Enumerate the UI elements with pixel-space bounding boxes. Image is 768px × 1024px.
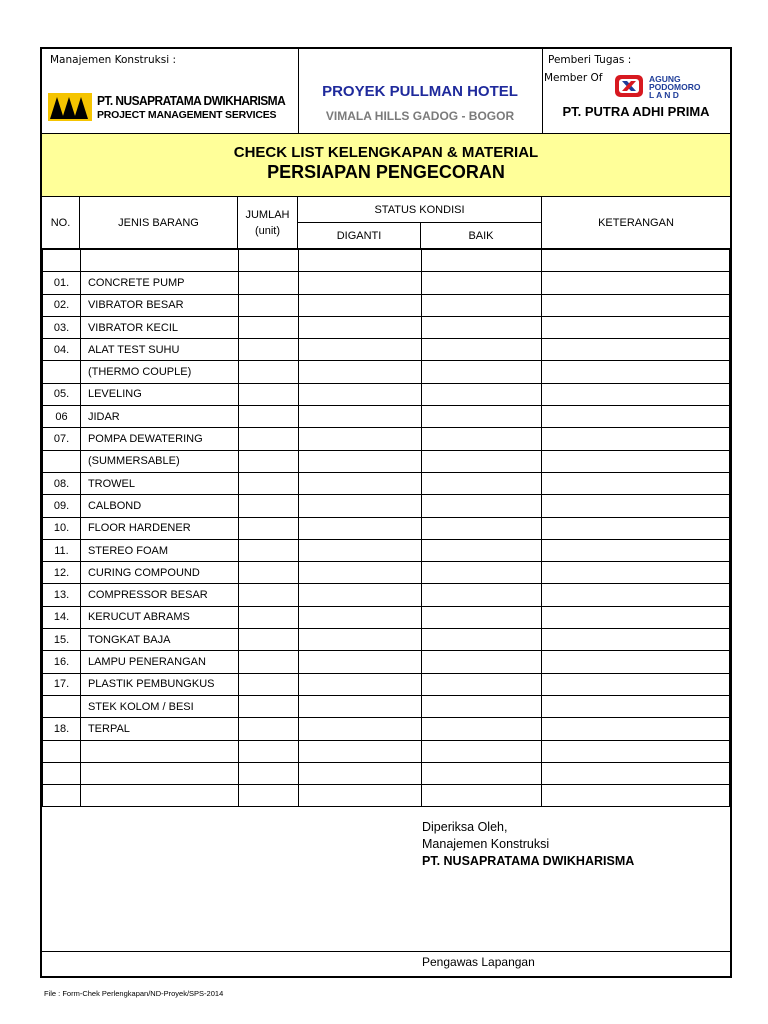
row-number: 14. bbox=[43, 606, 81, 628]
row-item: (SUMMERSABLE) bbox=[80, 450, 238, 472]
row-item bbox=[80, 785, 238, 807]
row-jumlah-cell[interactable] bbox=[238, 517, 298, 539]
row-jumlah-cell[interactable] bbox=[238, 450, 298, 472]
row-jumlah-cell[interactable] bbox=[238, 383, 298, 405]
col-jenis: JENIS BARANG bbox=[80, 197, 238, 248]
row-item: POMPA DEWATERING bbox=[80, 428, 238, 450]
table-row bbox=[43, 294, 730, 316]
row-baik-cell[interactable] bbox=[421, 651, 542, 673]
table-row bbox=[43, 740, 730, 762]
table-row bbox=[43, 762, 730, 784]
table-row bbox=[43, 517, 730, 539]
row-baik-cell[interactable] bbox=[421, 450, 542, 472]
row-jumlah-cell[interactable] bbox=[238, 428, 298, 450]
row-number: 16. bbox=[43, 651, 81, 673]
row-keterangan-cell[interactable] bbox=[542, 517, 730, 539]
signature-block bbox=[422, 819, 634, 870]
row-number: 09. bbox=[43, 495, 81, 517]
row-item: COMPRESSOR BESAR bbox=[80, 584, 238, 606]
table-row bbox=[43, 785, 730, 807]
logo-line-1: AGUNG bbox=[649, 74, 681, 84]
row-diganti-cell[interactable] bbox=[298, 562, 421, 584]
row-item: CURING COMPOUND bbox=[80, 562, 238, 584]
row-number bbox=[43, 450, 81, 472]
row-item: CONCRETE PUMP bbox=[80, 272, 238, 294]
row-diganti-cell[interactable] bbox=[298, 762, 421, 784]
row-baik-cell[interactable] bbox=[421, 339, 542, 361]
row-keterangan-cell[interactable] bbox=[542, 740, 730, 762]
row-jumlah-cell[interactable] bbox=[238, 339, 298, 361]
row-number: 08. bbox=[43, 472, 81, 494]
row-jumlah-cell[interactable] bbox=[238, 740, 298, 762]
row-item bbox=[80, 740, 238, 762]
client-name: PT. PUTRA ADHI PRIMA bbox=[562, 104, 710, 119]
row-jumlah-cell[interactable] bbox=[238, 629, 298, 651]
row-diganti-cell[interactable] bbox=[298, 450, 421, 472]
row-baik-cell[interactable] bbox=[421, 294, 542, 316]
col-no: NO. bbox=[42, 197, 80, 248]
row-baik-cell[interactable] bbox=[421, 718, 542, 740]
row-jumlah-cell[interactable] bbox=[238, 294, 298, 316]
row-jumlah-cell[interactable] bbox=[238, 606, 298, 628]
row-item: (THERMO COUPLE) bbox=[80, 361, 238, 383]
row-item: LEVELING bbox=[80, 383, 238, 405]
table-row bbox=[43, 272, 730, 294]
row-baik-cell[interactable] bbox=[421, 361, 542, 383]
table-row bbox=[43, 339, 730, 361]
row-baik-cell[interactable] bbox=[421, 517, 542, 539]
row-jumlah-cell[interactable] bbox=[238, 695, 298, 717]
project-title: PROYEK PULLMAN HOTEL bbox=[322, 83, 518, 100]
col-status: STATUS KONDISI bbox=[298, 197, 542, 223]
row-number bbox=[43, 785, 81, 807]
table-row bbox=[43, 584, 730, 606]
row-jumlah-cell[interactable] bbox=[238, 316, 298, 338]
row-keterangan-cell[interactable] bbox=[542, 406, 730, 428]
agung-podomoro-wordmark bbox=[649, 75, 700, 99]
table-row bbox=[43, 472, 730, 494]
member-of-label: Member Of bbox=[544, 72, 603, 84]
row-diganti-cell[interactable] bbox=[298, 740, 421, 762]
table-row bbox=[43, 383, 730, 405]
agung-podomoro-logo-icon bbox=[614, 74, 644, 98]
row-baik-cell[interactable] bbox=[421, 606, 542, 628]
checklist-table bbox=[42, 249, 730, 807]
row-jumlah-cell[interactable] bbox=[238, 673, 298, 695]
row-keterangan-cell[interactable] bbox=[542, 762, 730, 784]
row-jumlah-cell[interactable] bbox=[238, 472, 298, 494]
signature-divider bbox=[42, 951, 730, 952]
row-baik-cell[interactable] bbox=[421, 250, 542, 272]
row-item: TONGKAT BAJA bbox=[80, 629, 238, 651]
row-keterangan-cell[interactable] bbox=[542, 629, 730, 651]
row-item: KERUCUT ABRAMS bbox=[80, 606, 238, 628]
row-diganti-cell[interactable] bbox=[298, 406, 421, 428]
row-number: 15. bbox=[43, 629, 81, 651]
row-baik-cell[interactable] bbox=[421, 539, 542, 561]
row-diganti-cell[interactable] bbox=[298, 383, 421, 405]
row-item: VIBRATOR BESAR bbox=[80, 294, 238, 316]
row-item: TROWEL bbox=[80, 472, 238, 494]
row-diganti-cell[interactable] bbox=[298, 539, 421, 561]
row-keterangan-cell[interactable] bbox=[542, 562, 730, 584]
row-diganti-cell[interactable] bbox=[298, 361, 421, 383]
company-name: PT. NUSAPRATAMA DWIKHARISMA bbox=[97, 93, 286, 108]
row-item: STEK KOLOM / BESI bbox=[80, 695, 238, 717]
row-baik-cell[interactable] bbox=[421, 673, 542, 695]
table-row bbox=[43, 316, 730, 338]
row-diganti-cell[interactable] bbox=[298, 517, 421, 539]
row-diganti-cell[interactable] bbox=[298, 316, 421, 338]
row-baik-cell[interactable] bbox=[421, 740, 542, 762]
table-row bbox=[43, 450, 730, 472]
row-diganti-cell[interactable] bbox=[298, 673, 421, 695]
table-row bbox=[43, 651, 730, 673]
row-keterangan-cell[interactable] bbox=[542, 450, 730, 472]
logo-line-3: L A N D bbox=[649, 90, 679, 100]
row-jumlah-cell[interactable] bbox=[238, 584, 298, 606]
column-header bbox=[42, 197, 730, 249]
row-baik-cell[interactable] bbox=[421, 316, 542, 338]
row-item: TERPAL bbox=[80, 718, 238, 740]
table-row bbox=[43, 695, 730, 717]
row-jumlah-cell[interactable] bbox=[238, 539, 298, 561]
title-band bbox=[42, 134, 730, 196]
table-row bbox=[43, 250, 730, 272]
row-diganti-cell[interactable] bbox=[298, 584, 421, 606]
checked-by-role: Manajemen Konstruksi bbox=[422, 837, 550, 851]
row-baik-cell[interactable] bbox=[421, 495, 542, 517]
row-keterangan-cell[interactable] bbox=[542, 495, 730, 517]
row-diganti-cell[interactable] bbox=[298, 472, 421, 494]
table-row bbox=[43, 562, 730, 584]
row-jumlah-cell[interactable] bbox=[238, 406, 298, 428]
row-item: PLASTIK PEMBUNGKUS bbox=[80, 673, 238, 695]
row-keterangan-cell[interactable] bbox=[542, 294, 730, 316]
row-diganti-cell[interactable] bbox=[298, 718, 421, 740]
row-baik-cell[interactable] bbox=[421, 695, 542, 717]
row-number: 05. bbox=[43, 383, 81, 405]
row-number: 11. bbox=[43, 539, 81, 561]
row-item: ALAT TEST SUHU bbox=[80, 339, 238, 361]
title-line-2: PERSIAPAN PENGECORAN bbox=[267, 162, 505, 182]
row-number: 18. bbox=[43, 718, 81, 740]
col-keterangan: KETERANGAN bbox=[598, 216, 674, 229]
row-number bbox=[43, 740, 81, 762]
row-keterangan-cell[interactable] bbox=[542, 539, 730, 561]
row-baik-cell[interactable] bbox=[421, 562, 542, 584]
row-diganti-cell[interactable] bbox=[298, 294, 421, 316]
row-diganti-cell[interactable] bbox=[298, 495, 421, 517]
row-jumlah-cell[interactable] bbox=[238, 718, 298, 740]
row-jumlah-cell[interactable] bbox=[238, 495, 298, 517]
row-baik-cell[interactable] bbox=[421, 762, 542, 784]
row-jumlah-cell[interactable] bbox=[238, 361, 298, 383]
table-row bbox=[43, 428, 730, 450]
row-jumlah-cell[interactable] bbox=[238, 250, 298, 272]
table-row bbox=[43, 539, 730, 561]
footer-file-ref: File : Form-Chek Perlengkapan/ND-Proyek/SPS-2014 bbox=[44, 989, 224, 998]
col-jumlah bbox=[238, 197, 298, 248]
row-keterangan-cell[interactable] bbox=[542, 316, 730, 338]
checklist-rows bbox=[43, 250, 730, 807]
table-row bbox=[43, 495, 730, 517]
col-unit-label: (unit) bbox=[254, 224, 281, 237]
row-diganti-cell[interactable] bbox=[298, 785, 421, 807]
table-row bbox=[43, 406, 730, 428]
row-baik-cell[interactable] bbox=[421, 629, 542, 651]
row-diganti-cell[interactable] bbox=[298, 629, 421, 651]
row-keterangan-cell[interactable] bbox=[542, 785, 730, 807]
row-number: 06 bbox=[43, 406, 81, 428]
row-baik-cell[interactable] bbox=[421, 406, 542, 428]
row-keterangan-cell[interactable] bbox=[542, 673, 730, 695]
row-number bbox=[43, 361, 81, 383]
row-number: 02. bbox=[43, 294, 81, 316]
row-number: 07. bbox=[43, 428, 81, 450]
row-number bbox=[43, 762, 81, 784]
col-diganti: DIGANTI bbox=[298, 223, 421, 248]
row-number: 10. bbox=[43, 517, 81, 539]
row-keterangan-cell[interactable] bbox=[542, 272, 730, 294]
row-baik-cell[interactable] bbox=[421, 785, 542, 807]
row-number: 12. bbox=[43, 562, 81, 584]
table-row bbox=[43, 673, 730, 695]
row-number: 17. bbox=[43, 673, 81, 695]
row-number: 03. bbox=[43, 316, 81, 338]
row-number: 01. bbox=[43, 272, 81, 294]
row-item: LAMPU PENERANGAN bbox=[80, 651, 238, 673]
row-jumlah-cell[interactable] bbox=[238, 272, 298, 294]
project-location: VIMALA HILLS GADOG - BOGOR bbox=[325, 109, 515, 123]
header-divider bbox=[542, 49, 543, 133]
pemberi-label: Pemberi Tugas : bbox=[548, 54, 632, 66]
row-baik-cell[interactable] bbox=[421, 472, 542, 494]
row-diganti-cell[interactable] bbox=[298, 339, 421, 361]
checked-by-company: PT. NUSAPRATAMA DWIKHARISMA bbox=[422, 854, 635, 868]
checklist-form bbox=[40, 47, 732, 978]
supervisor-label: Pengawas Lapangan bbox=[422, 955, 535, 969]
logo-line-2: PODOMORO bbox=[649, 82, 701, 92]
col-baik: BAIK bbox=[421, 223, 542, 248]
row-diganti-cell[interactable] bbox=[298, 651, 421, 673]
row-item: JIDAR bbox=[80, 406, 238, 428]
row-diganti-cell[interactable] bbox=[298, 428, 421, 450]
row-number bbox=[43, 695, 81, 717]
mk-label: Manajemen Konstruksi : bbox=[50, 54, 176, 66]
row-diganti-cell[interactable] bbox=[298, 272, 421, 294]
row-diganti-cell[interactable] bbox=[298, 250, 421, 272]
row-item: STEREO FOAM bbox=[80, 539, 238, 561]
company-subtitle: PROJECT MANAGEMENT SERVICES bbox=[97, 109, 277, 121]
row-baik-cell[interactable] bbox=[421, 428, 542, 450]
row-baik-cell[interactable] bbox=[421, 272, 542, 294]
table-row bbox=[43, 629, 730, 651]
row-keterangan-cell[interactable] bbox=[542, 339, 730, 361]
row-keterangan-cell[interactable] bbox=[542, 718, 730, 740]
row-jumlah-cell[interactable] bbox=[238, 762, 298, 784]
row-number bbox=[43, 250, 81, 272]
row-jumlah-cell[interactable] bbox=[238, 651, 298, 673]
col-jumlah-label: JUMLAH bbox=[245, 208, 290, 221]
row-item bbox=[80, 762, 238, 784]
row-item: FLOOR HARDENER bbox=[80, 517, 238, 539]
row-keterangan-cell[interactable] bbox=[542, 428, 730, 450]
table-row bbox=[43, 718, 730, 740]
row-keterangan-cell[interactable] bbox=[542, 695, 730, 717]
row-keterangan-cell[interactable] bbox=[542, 472, 730, 494]
table-row bbox=[43, 361, 730, 383]
row-keterangan-cell[interactable] bbox=[542, 250, 730, 272]
row-diganti-cell[interactable] bbox=[298, 606, 421, 628]
row-keterangan-cell[interactable] bbox=[542, 584, 730, 606]
row-diganti-cell[interactable] bbox=[298, 695, 421, 717]
row-baik-cell[interactable] bbox=[421, 584, 542, 606]
row-number: 13. bbox=[43, 584, 81, 606]
row-jumlah-cell[interactable] bbox=[238, 562, 298, 584]
row-keterangan-cell[interactable] bbox=[542, 651, 730, 673]
row-keterangan-cell[interactable] bbox=[542, 383, 730, 405]
table-row bbox=[43, 606, 730, 628]
row-number: 04. bbox=[43, 339, 81, 361]
title-line-1: CHECK LIST KELENGKAPAN & MATERIAL bbox=[233, 144, 539, 161]
row-keterangan-cell[interactable] bbox=[542, 606, 730, 628]
row-keterangan-cell[interactable] bbox=[542, 361, 730, 383]
row-item bbox=[80, 250, 238, 272]
row-baik-cell[interactable] bbox=[421, 383, 542, 405]
row-jumlah-cell[interactable] bbox=[238, 785, 298, 807]
checked-by-label: Diperiksa Oleh, bbox=[422, 820, 508, 834]
row-item: VIBRATOR KECIL bbox=[80, 316, 238, 338]
row-item: CALBOND bbox=[80, 495, 238, 517]
nusapratama-logo-icon bbox=[48, 93, 92, 121]
